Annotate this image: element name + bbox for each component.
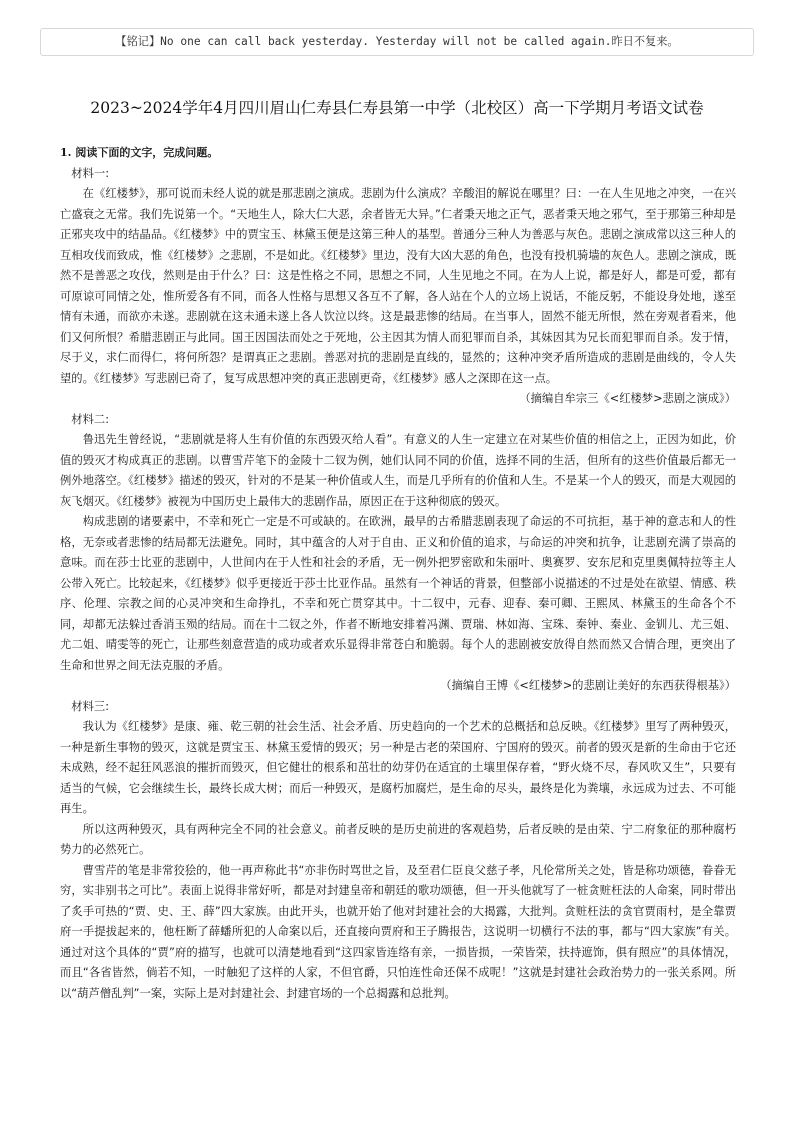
material-3-paragraph-1: 我认为《红楼梦》是康、雍、乾三朝的社会生活、社会矛盾、历史趋向的一个艺术的总概括和总反映。《红楼梦》里写了两种毁灭，一种是新生事物的毁灭，这就是贾宝玉、林黛玉爱情的毁灭；另一种是古老的荣国府、宁国府的毁灭。前者的毁灭是新的生命由于它还未成熟，经不起狂风恶浪的摧折而毁灭，但它健壮的根系和茁壮的幼芽仍在适宜的土壤里保存着，“野火烧不尽，春风吹又生”，只要有适当的气候，它会继续生长，最终长成大树；而后一种毁灭，是腐朽加腐烂，是生命的尽头，最终是化为粪壤，永远成为过去、不可能再生。 [60,720,736,815]
material-1-label: 材料一: [71,166,109,180]
material-1-source: （摘编自牟宗三《<红楼梦>悲剧之演成》） [519,392,736,405]
exam-title: 2023~2024学年4月四川眉山仁寿县仁寿县第一中学（北校区）高一下学期月考语文试卷 [90,99,704,117]
material-2-label: 材料二: [71,412,109,426]
material-3-label: 材料三: [71,699,109,713]
motto-banner: 【铭记】No one can call back yesterday. Yesterday will not be called again.昨日不复来。 [40,28,754,56]
reading-passage [60,143,736,1004]
question-prompt: 1. 阅读下面的文字，完成问题。 [60,146,219,159]
material-3-paragraph-3: 曹雪芹的笔是非常狡狯的，他一再声称此书“亦非伤时骂世之旨，及至君仁臣良父慈子孝，凡伦常所关之处，皆是称功颂德，眷眷无穷，实非别书之可比”。表面上说得非常好听，都是对封建皇帝和朝廷的歌功颂德，但一开头他就写了一桩贪赃枉法的人命案，同时带出了炙手可热的“贾、史、王、薛”四大家族。由此开头，也就开始了他对封建社会的大揭露，大批判。贪赃枉法的贪官贾雨村，是全靠贾府一手提拔起来的，他枉断了薛蟠所犯的人命案以后，还直接向贾府和王子腾报告，这说明一切横行不法的事，都与“四大家族”有关。通过对这个具体的“贾”府的描写，也就可以清楚地看到“这四家皆连络有亲，一损皆损，一荣皆荣，扶持遮饰，俱有照应”的具体情况，而且“各省皆然，倘若不知，一时触犯了这样的人家，不但官爵，只怕连性命还保不成呢！”这就是封建社会政治势力的一张关系网。所以“葫芦僧乱判”一案，实际上是对封建社会、封建官场的一个总揭露和总批判。 [60,863,736,1000]
material-3-paragraph-2: 所以这两种毁灭，具有两种完全不同的社会意义。前者反映的是历史前进的客观趋势，后者反映的是由荣、宁二府象征的那种腐朽势力的必然死亡。 [60,822,736,856]
material-2-source: （摘编自王博《<红楼梦>的悲剧让美好的东西获得根基》） [440,679,736,692]
material-2-paragraph-1: 鲁迅先生曾经说，“悲剧就是将人生有价值的东西毁灭给人看”。有意义的人生一定建立在对某些价值的相信之上，正因为如此，价值的毁灭才构成真正的悲剧。以曹雪芹笔下的金陵十二钗为例，她们认同不同的价值，选择不同的生活，但所有的这些价值最后都无一例外地落空。《红楼梦》描述的毁灭，针对的不是某一种价值或人生，而是几乎所有的价值和人生。不是某一个人的毁灭，而是大观园的灰飞烟灭。《红楼梦》被视为中国历史上最伟大的悲剧作品，原因正在于这种彻底的毁灭。 [60,433,736,508]
material-2-paragraph-2: 构成悲剧的诸要素中，不幸和死亡一定是不可或缺的。在欧洲，最早的古希腊悲剧表现了命运的不可抗拒，基于神的意志和人的性格，无奈或者悲惨的结局都无法避免。同时，其中蕴含的人对于自由、正义和价值的追求，与命运的冲突和抗争，让悲剧充满了崇高的意味。而在莎士比亚的悲剧中，人世间内在于人性和社会的矛盾，无一例外把罗密欧和朱丽叶、奥赛罗、安东尼和克里奥佩特拉等主人公带入死亡。比较起来，《红楼梦》似乎更接近于莎士比亚作品。虽然有一个神话的背景，但整部小说描述的不过是处在欲望、情感、秩序、伦理、宗教之间的心灵冲突和生命挣扎，不幸和死亡贯穿其中。十二钗中，元春、迎春、秦可卿、王熙凤、林黛玉的生命各个不同，却都无法躲过香消玉殒的结局。而在十二钗之外，作者不断地安排着冯渊、贾瑞、林如海、宝珠、秦钟、秦业、金钏儿、尤三姐、尤二姐、晴雯等的死亡，让那些刻意营造的成功或者欢乐显得非常苍白和脆弱。每个人的悲剧被安放得自然而然又合情合理，更突出了生命和世界之间无法克服的矛盾。 [60,515,736,672]
material-1-paragraph: 在《红楼梦》，那可说而未经人说的就是那悲剧之演成。悲剧为什么演成？辛酸泪的解说在哪里？曰：一在人生见地之冲突，一在兴亡盛衰之无常。我们先说第一个。“天地生人，除大仁大恶，余者皆无大异。”仁者秉天地之正气，恶者秉天地之邪气，至于那第三种却是正邪夹攻中的结晶品。《红楼梦》中的贾宝玉、林黛玉便是这第三种人的基型。普通分三种人为善恶与灰色。悲剧之演成常以这三种人的互相攻伐而致成，惟《红楼梦》之悲剧，不是如此。《红楼梦》里边，没有大凶大恶的角色，也没有投机骑墙的灰色人。悲剧之演成，既然不是善恶之攻伐，然则是由于什么？曰：这是性格之不同，思想之不同，人生见地之不同。在为人上说，都是好人，都是可爱，都有可原谅可同情之处，惟所爱各有不同，而各人性格与思想又各互不了解，各人站在个人的立场上说话，不能反躬，不能设身处地，遂至情有未通，而欲亦未遂。悲剧就在这未通未遂上各人饮泣以终。这是最悲惨的结局。在当事人，固然不能无所恨，然在旁观者看来，他们又何所恨？希腊悲剧正与此同。国王因国法而处之于死地，公主因其为情人而犯罪而自杀，其妹因其为兄长而犯罪而自杀。发于情，尽于义，求仁而得仁，将何所怨？是谓真正之悲剧。善恶对抗的悲剧是直线的，显然的；这种冲突矛盾所造成的悲剧是曲线的，令人失望的。《红楼梦》写悲剧已奇了，复写成思想冲突的真正悲剧更奇，《红楼梦》感人之深即在这一点。 [60,187,736,385]
